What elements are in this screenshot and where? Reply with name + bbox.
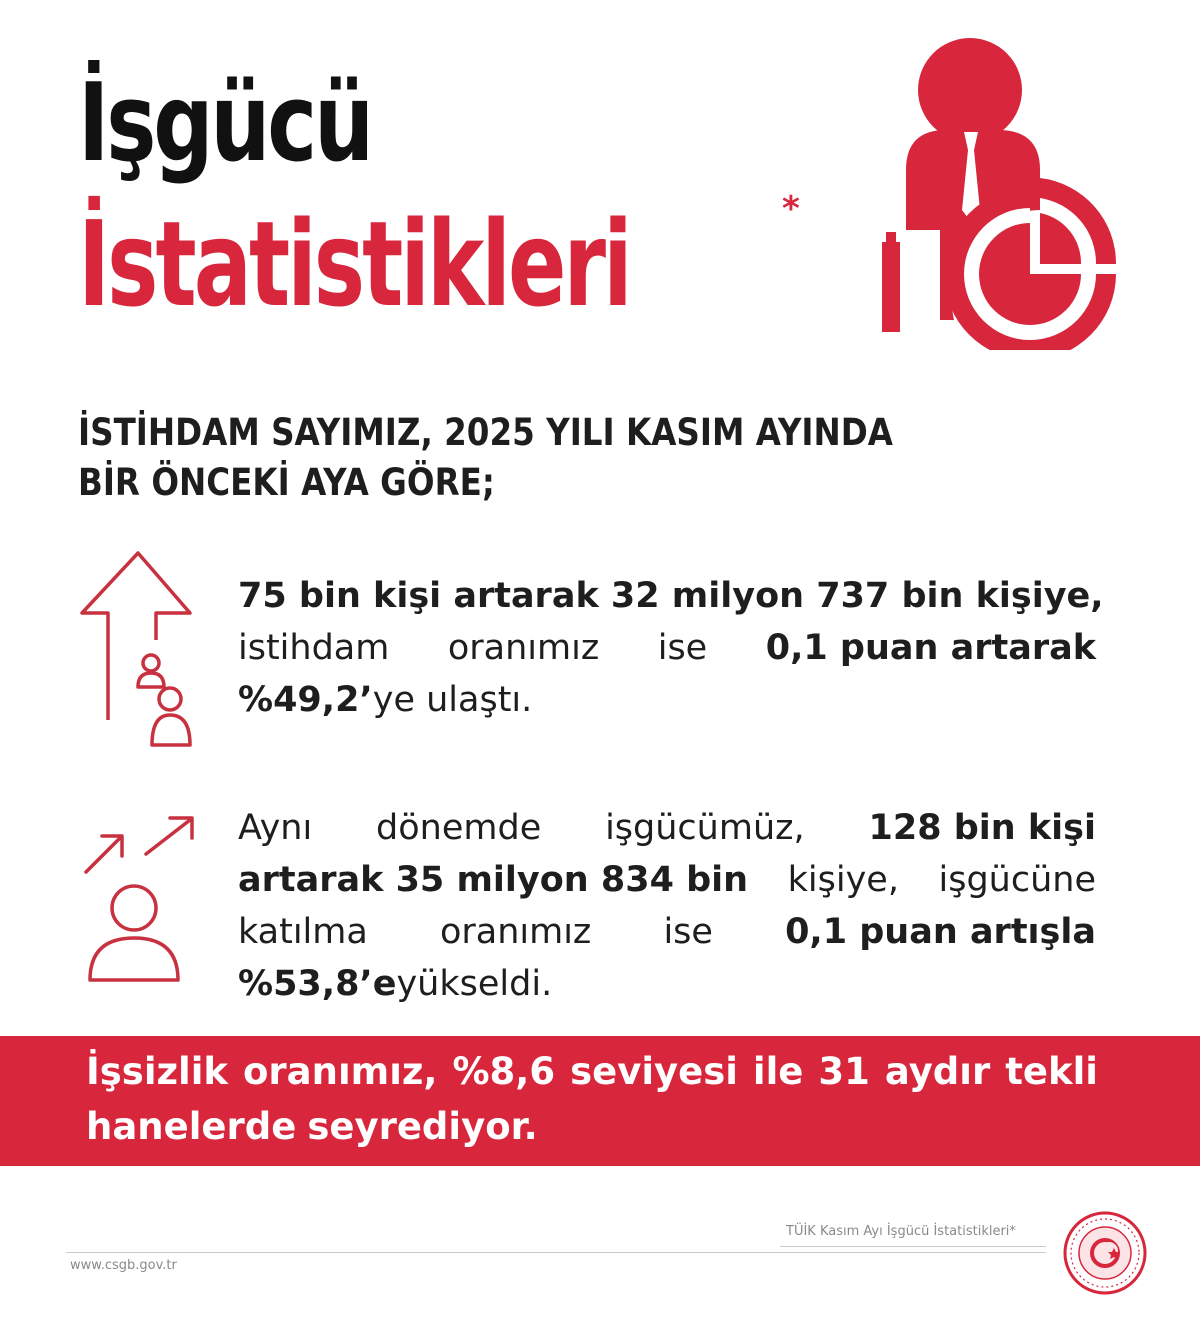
labor-force-line-4 xyxy=(238,958,1096,1010)
banner-word: tekli xyxy=(1005,1050,1098,1093)
employment-paragraph xyxy=(238,570,1104,726)
headline-line-1: İSTİHDAM SAYIMIZ, 2025 YILI KASIM AYINDA xyxy=(78,411,893,454)
employment-line-2 xyxy=(238,622,1096,674)
labor-force-word: ise xyxy=(663,912,713,952)
ministry-seal-icon xyxy=(1062,1210,1148,1296)
banner-line-2 xyxy=(86,1099,1098,1154)
banner-line-1 xyxy=(86,1044,1098,1099)
employment-rate-change: 0,1 puan artarak xyxy=(765,628,1096,668)
footer-divider xyxy=(66,1252,1046,1253)
employment-rate: %49,2’ xyxy=(238,680,373,720)
labor-force-line-2 xyxy=(238,854,1096,906)
participation-rate: %53,8’e xyxy=(238,964,397,1004)
banner-word: İşsizlik xyxy=(86,1050,229,1093)
banner-word: seyrediyor. xyxy=(307,1105,538,1148)
footer-source-divider xyxy=(780,1246,1046,1247)
banner-word: seviyesi xyxy=(570,1050,738,1093)
labor-force-paragraph xyxy=(238,802,1096,1010)
banner-word: oranımız, xyxy=(243,1050,438,1093)
banner-word: aydır xyxy=(884,1050,991,1093)
unemployment-banner-text xyxy=(86,1044,1098,1154)
arrow-up-people-icon xyxy=(78,545,198,750)
labor-force-total: artarak 35 milyon 834 bin xyxy=(238,860,749,900)
labor-force-word: işgücüne xyxy=(938,860,1096,900)
banner-word: 31 xyxy=(818,1050,870,1093)
labor-force-word: Aynı xyxy=(238,808,313,848)
labor-force-increase: 128 bin kişi xyxy=(868,808,1096,848)
employment-line-1 xyxy=(238,570,1104,622)
worker-with-pie-chart-icon xyxy=(880,20,1130,350)
labor-force-word: işgücümüz, xyxy=(605,808,805,848)
employment-word: ye ulaştı. xyxy=(372,680,533,720)
labor-force-word: dönemde xyxy=(376,808,542,848)
employment-word: istihdam xyxy=(238,628,390,668)
labor-force-word: oranımız xyxy=(439,912,592,952)
headline-line-2: BİR ÖNCEKİ AYA GÖRE; xyxy=(78,461,495,504)
labor-force-line-3 xyxy=(238,906,1096,958)
employment-line-3 xyxy=(238,674,1096,726)
labor-force-word: yükseldi. xyxy=(396,964,553,1004)
title-line-1: İşgücü xyxy=(78,61,371,186)
labor-force-line-1 xyxy=(238,802,1096,854)
labor-force-word: kişiye, xyxy=(787,860,899,900)
banner-word: hanelerde xyxy=(86,1105,297,1148)
participation-rate-change: 0,1 puan artışla xyxy=(785,912,1096,952)
employment-word: oranımız xyxy=(447,628,600,668)
employment-line-1-text: 75 bin kişi artarak 32 milyon 737 bin kişiye, xyxy=(238,576,1104,616)
title-asterisk: * xyxy=(782,189,800,229)
banner-word: ile xyxy=(752,1050,804,1093)
person-with-arrows-icon xyxy=(78,810,198,995)
footer-source: TÜİK Kasım Ayı İşgücü İstatistikleri* xyxy=(786,1224,1016,1239)
title-line-2: İstatistikleri xyxy=(78,195,630,333)
employment-word: ise xyxy=(657,628,708,668)
banner-word: %8,6 xyxy=(452,1050,556,1093)
footer-url[interactable]: www.csgb.gov.tr xyxy=(70,1258,177,1273)
headline xyxy=(78,408,958,508)
labor-force-word: katılma xyxy=(238,912,368,952)
